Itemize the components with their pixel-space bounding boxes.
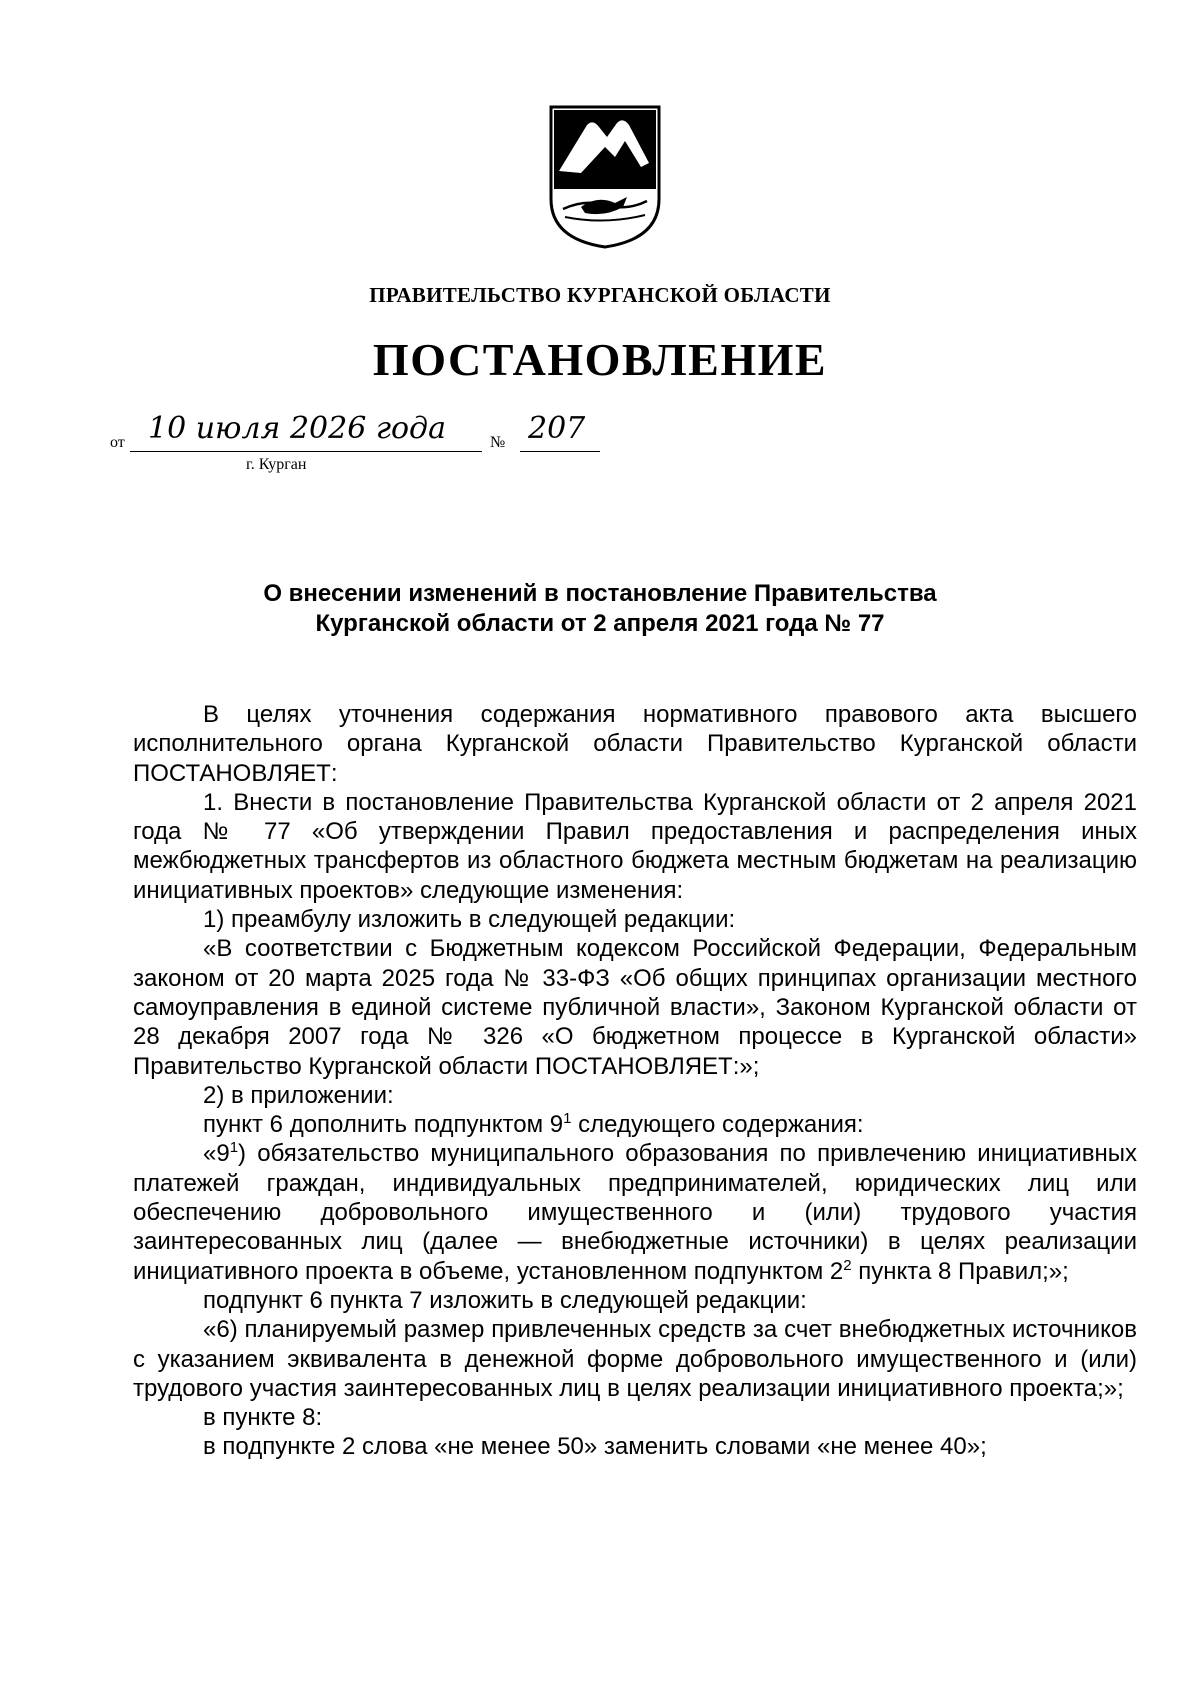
city-label: г. Курган: [246, 456, 307, 473]
text-fragment: пункт 6 дополнить подпунктом 9: [203, 1111, 564, 1139]
paragraph: [133, 1139, 1137, 1285]
date-underline: [130, 451, 482, 452]
handwritten-number: 207: [528, 411, 586, 446]
date-prefix: от: [110, 434, 125, 451]
title-line-2: Курганской области от 2 апреля 2021 года № 77: [315, 610, 885, 637]
paragraph: подпункт 6 пункта 7 изложить в следующей редакции:: [203, 1286, 807, 1314]
document-body: [133, 700, 1137, 1462]
text-fragment: ) обязательство муниципального образования по привлечению инициативных платежей граждан, индивидуальных предпринимателей, юридических лиц или обеспечению добровольного имущественного и (или) трудового участия заинтересованных лиц (далее — внебюджетные источники) в целях реализации инициативного проекта в объеме, установленном подпунктом 2: [133, 1140, 1137, 1285]
number-underline: [520, 451, 600, 452]
paragraph: «6) планируемый размер привлеченных средств за счет внебюджетных источников с указанием эквивалента в денежной форме добровольного имущественного и (или) трудового участия заинтересованных лиц в целях реализации инициативного проекта;»;: [133, 1316, 1137, 1402]
paragraph: «В соответствии с Бюджетным кодексом Российской Федерации, Федеральным законом от 20 марта 2025 года № 33-ФЗ «Об общих принципах организации местного самоуправления в единой системе публичной власти», Законом Курганской области от 28 декабря 2007 года № 326 «О бюджетном процессе в Курганской области» Правительство Курганской области ПОСТАНОВЛЯЕТ:»;: [133, 935, 1137, 1080]
text-fragment: следующего содержания:: [571, 1111, 864, 1139]
number-sign: №: [490, 434, 506, 451]
paragraph: В целях уточнения содержания нормативного правового акта высшего исполнительного органа Курганской области Правительство Курганской области ПОСТАНОВЛЯЕТ:: [133, 701, 1137, 787]
text-fragment: «9: [203, 1140, 230, 1168]
superscript: 2: [843, 1256, 852, 1274]
paragraph: 1. Внести в постановление Правительства Курганской области от 2 апреля 2021 года № 77 «Об утверждении Правил предоставления и распределения иных межбюджетных трансфертов из областного бюджета местным бюджетам на реализацию инициативных проектов» следующие изменения:: [133, 788, 1137, 904]
document-type: ПОСТАНОВЛЕНИЕ: [372, 334, 828, 385]
paragraph: в пункте 8:: [203, 1404, 323, 1432]
paragraph: 1) преамбулу изложить в следующей редакции:: [203, 906, 736, 934]
superscript: 1: [229, 1139, 239, 1157]
document-title: [150, 579, 1050, 639]
organization-name: ПРАВИТЕЛЬСТВО КУРГАНСКОЙ ОБЛАСТИ: [369, 283, 831, 307]
superscript: 1: [563, 1110, 572, 1128]
handwritten-date: 10 июля 2026 года: [148, 411, 446, 446]
paragraph: 2) в приложении:: [203, 1081, 394, 1109]
paragraph: в подпункте 2 слова «не менее 50» заменить словами «не менее 40»;: [203, 1433, 987, 1461]
text-fragment: пункта 8 Правил;»;: [851, 1257, 1069, 1285]
paragraph: [133, 1110, 1137, 1139]
coat-of-arms-emblem: [545, 101, 665, 251]
title-line-1: О внесении изменений в постановление Правительства: [263, 580, 937, 607]
